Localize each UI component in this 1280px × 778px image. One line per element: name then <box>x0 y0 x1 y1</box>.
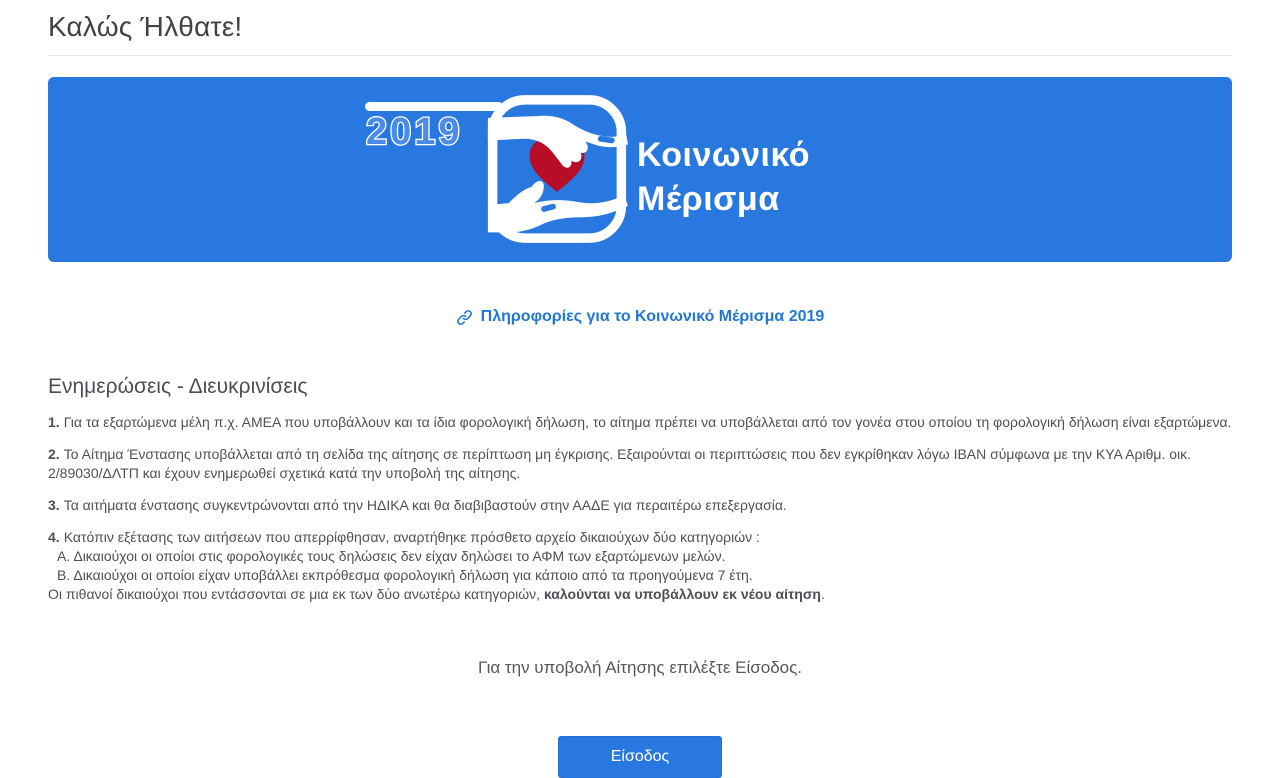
update-item-4-footer: Οι πιθανοί δικαιούχοι που εντάσσονται σε μια εκ των δύο ανωτέρω κατηγοριών, <box>48 585 544 602</box>
page-title: Καλώς Ήλθατε! <box>48 11 243 42</box>
update-item-1 <box>48 413 1232 432</box>
main-content <box>0 11 1280 778</box>
divider <box>48 55 1232 56</box>
update-item-4-text: Κατόπιν εξέτασης των αιτήσεων που απερρίφθησαν, αναρτήθηκε πρόσθετο αρχείο δικαιούχων δύο κατηγοριών : <box>63 528 760 545</box>
update-item-4 <box>48 528 1232 604</box>
update-item-4-sub-b: Β. Δικαιούχοι οι οποίοι είχαν υποβάλλει εκπρόθεσμα φορολογική δήλωση για κάποιο από τα προηγούμενα 7 έτη. <box>57 566 753 583</box>
info-link-label: Πληροφορίες για το Κοινωνικό Μέρισμα 2019 <box>480 308 825 325</box>
updates-section <box>48 375 1232 604</box>
update-item-4-footer-bold: καλούνται να υποβάλλουν εκ νέου αίτηση <box>543 585 821 602</box>
update-item-3 <box>48 496 1232 515</box>
banner-program-name-line2: Μέρισμα <box>637 180 780 218</box>
banner-year: 2019 <box>366 111 463 153</box>
update-item-4-sub-a: Α. Δικαιούχοι οι οποίοι στις φορολογικές τους δηλώσεις δεν είχαν δηλώσει το ΑΦΜ των εξαρτώμενων μελών. <box>57 547 726 564</box>
update-item-2-text: Το Αίτημα Ένστασης υποβάλλεται από τη σελίδα της αίτησης σε περίπτωση μη έγκρισης. Εξαιρούνται οι περιπτώσεις που δεν εγκρίθηκαν λόγω IBAN σύμφωνα με την ΚΥΑ Αριθμ. οικ. 2/89030/ΔΛΤΠ και έχουν ενημερωθεί σχετικά κατά την υποβολή της αίτησης. <box>48 445 1192 481</box>
update-item-3-number: 3. <box>48 496 60 513</box>
instruction-text: Για την υποβολή Αίτησης επιλέξτε Είσοδος. <box>477 657 803 677</box>
update-item-4-number: 4. <box>48 528 60 545</box>
banner-program-name <box>637 133 810 221</box>
info-link[interactable] <box>456 308 825 326</box>
update-item-2-number: 2. <box>48 445 60 462</box>
update-item-3-text: Τα αιτήματα ένστασης συγκεντρώνονται από την ΗΔΙΚΑ και θα διαβιβαστούν στην ΑΑΔΕ για περαιτέρω επεξεργασία. <box>63 496 787 513</box>
banner-decor-line <box>365 102 503 111</box>
link-icon <box>456 309 473 326</box>
update-item-1-text: Για τα εξαρτώμενα μέλη π.χ. ΑΜΕΑ που υποβάλλουν και τα ίδια φορολογική δήλωση, το αίτημα πρέπει να υποβάλλεται από τον γονέα στου οποίου τη φορολογική δήλωση είναι εξαρτώμενα. <box>63 413 1232 430</box>
update-item-1-number: 1. <box>48 413 60 430</box>
info-link-row <box>48 308 1232 331</box>
banner-program-name-line1: Κοινωνικό <box>637 136 811 174</box>
hands-heart-logo-icon <box>486 91 628 247</box>
update-item-4-footer-end: . <box>820 585 825 602</box>
social-dividend-banner <box>48 77 1232 262</box>
login-button[interactable]: Είσοδος <box>558 736 722 778</box>
update-item-2 <box>48 445 1232 483</box>
updates-heading: Ενημερώσεις - Διευκρινίσεις <box>48 374 308 398</box>
